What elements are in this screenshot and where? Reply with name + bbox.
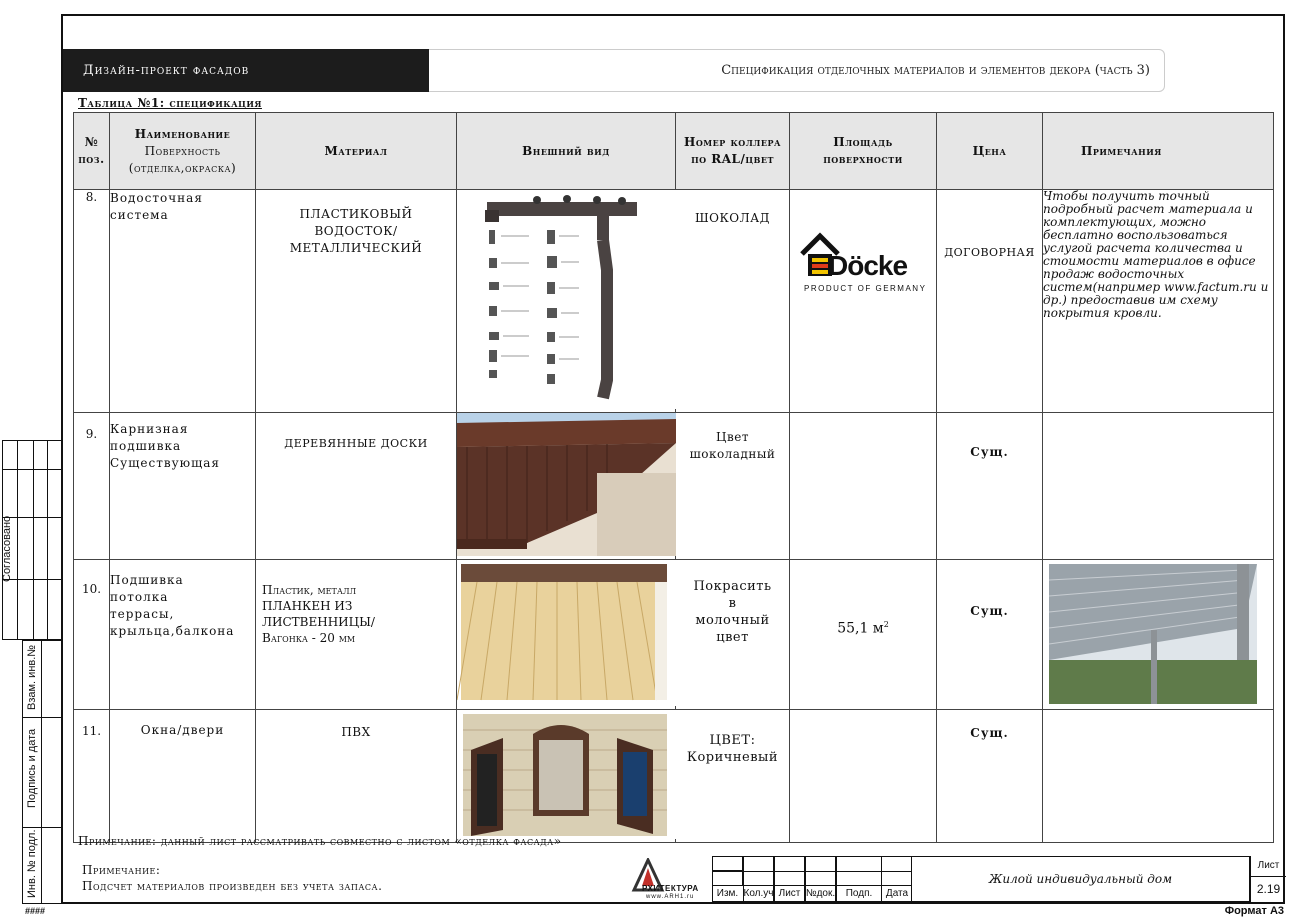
row-num: 11. bbox=[74, 710, 110, 843]
row-name: Окна/двери bbox=[110, 710, 256, 843]
row-price: Сущ. bbox=[937, 710, 1043, 843]
col-ral: Номер коллера по RAL/цвет bbox=[676, 113, 790, 190]
hash-mark: #### bbox=[25, 906, 46, 916]
col-material: Материал bbox=[256, 113, 457, 190]
sign-date-label: Подпись и дата bbox=[26, 728, 38, 808]
header-left-title: Дизайн-проект фасадов bbox=[63, 49, 429, 92]
row-price: Сущ. bbox=[937, 560, 1043, 710]
row-area bbox=[790, 413, 937, 560]
row-material: ПВХ bbox=[256, 710, 457, 843]
inv-replace-label: Взам. инв.№ bbox=[26, 644, 38, 710]
stamp-label: Изм. bbox=[716, 888, 739, 899]
row-material: ДЕРЕВЯННЫЕ ДОСКИ bbox=[256, 413, 457, 560]
agreement-stamp bbox=[2, 440, 62, 640]
docke-logo: Döcke PRODUCT OF GERMANY bbox=[790, 190, 937, 413]
row-area bbox=[790, 560, 937, 710]
eaves-soffit-image bbox=[457, 413, 676, 560]
sheet-box bbox=[1250, 856, 1286, 902]
terrace-photo bbox=[1043, 560, 1274, 710]
title-block-grid bbox=[712, 856, 912, 902]
row-num: 9. bbox=[74, 413, 110, 560]
agreed-label: Согласовано bbox=[1, 515, 13, 582]
col-area: Площадь поверхности bbox=[790, 113, 937, 190]
col-notes: Примечания bbox=[1043, 113, 1274, 190]
footer-note-1: Примечание: данный лист рассматривать совместно с листом «отделка фасада» bbox=[78, 834, 562, 848]
col-price: Цена bbox=[937, 113, 1043, 190]
col-appearance: Внешний вид bbox=[457, 113, 676, 190]
table-row bbox=[74, 190, 1274, 413]
row-color: Покрасить в молочный цвет bbox=[676, 560, 790, 710]
header-right-title: Спецификация отделочных материалов и элементов декора (часть 3) bbox=[429, 49, 1165, 92]
stamp-label: Подп. bbox=[845, 888, 873, 899]
terrace-ceiling-image bbox=[457, 560, 676, 710]
row-num: 10. bbox=[74, 560, 110, 710]
row-price: Сущ. bbox=[937, 413, 1043, 560]
row-color: ШОКОЛАД bbox=[676, 190, 790, 413]
row-num: 8. bbox=[74, 190, 110, 413]
footer-note-2: Примечание: Подсчет материалов произведен без учета запаса. bbox=[82, 863, 383, 893]
area-unit-sup: 2 bbox=[883, 620, 889, 629]
col-num: № поз. bbox=[74, 113, 110, 190]
stamp-label: Дата bbox=[885, 888, 909, 899]
row-color: ЦВЕТ: Коричневый bbox=[676, 710, 790, 843]
project-name: Жилой индивидуальный дом bbox=[912, 856, 1250, 902]
row-name: Подшивка потолка террасы, крыльца,балкона bbox=[110, 560, 256, 710]
inv-orig-label: Инв. № подл. bbox=[26, 829, 38, 898]
table-row bbox=[74, 560, 1274, 710]
row-price: ДОГОВОРНАЯ bbox=[937, 190, 1043, 413]
row-note bbox=[1043, 413, 1274, 560]
table-header-row bbox=[74, 113, 1274, 190]
table-row bbox=[74, 413, 1274, 560]
row-area bbox=[790, 710, 937, 843]
table-row bbox=[74, 710, 1274, 843]
area-value: 55,1 м bbox=[837, 620, 884, 637]
gutter-system-image bbox=[457, 190, 676, 413]
table-title: Таблица №1: спецификация bbox=[78, 96, 262, 110]
row-note: Чтобы получить точный подробный расчет материала и комплектующих, можно бесплатно воспользоваться услугой расчета количества и стоимости материалов в офисе продаж водосточных систем(например www.factum.ru и др.) предоставив им схему покрытия кровли. bbox=[1043, 190, 1274, 413]
company-logo: РХИТЕКТУРА www.ARH1.ru bbox=[628, 856, 710, 902]
row-name: Водосточная система bbox=[110, 190, 256, 413]
col-name: Наименование Поверхность (отделка,окраска) bbox=[110, 113, 256, 190]
row-color: Цвет шоколадный bbox=[676, 413, 790, 560]
row-name: Карнизная подшивка Существующая bbox=[110, 413, 256, 560]
paper-format: Формат А3 bbox=[1224, 905, 1284, 917]
windows-image bbox=[457, 710, 676, 843]
spec-table bbox=[73, 112, 1274, 843]
stamp-label: №док. bbox=[805, 888, 836, 899]
sheet-label: Лист bbox=[1251, 856, 1286, 877]
row-note bbox=[1043, 710, 1274, 843]
stamp-label: Кол.уч bbox=[743, 888, 774, 899]
row-material: Пластик, металл ПЛАНКЕН ИЗ ЛИСТВЕННИЦЫ/ Вагонка - 20 мм bbox=[256, 560, 457, 710]
row-material: ПЛАСТИКОВЫЙ ВОДОСТОК/ МЕТАЛЛИЧЕСКИЙ bbox=[256, 190, 457, 413]
sheet-number: 2.19 bbox=[1256, 882, 1281, 896]
stamp-label: Лист bbox=[778, 888, 801, 899]
